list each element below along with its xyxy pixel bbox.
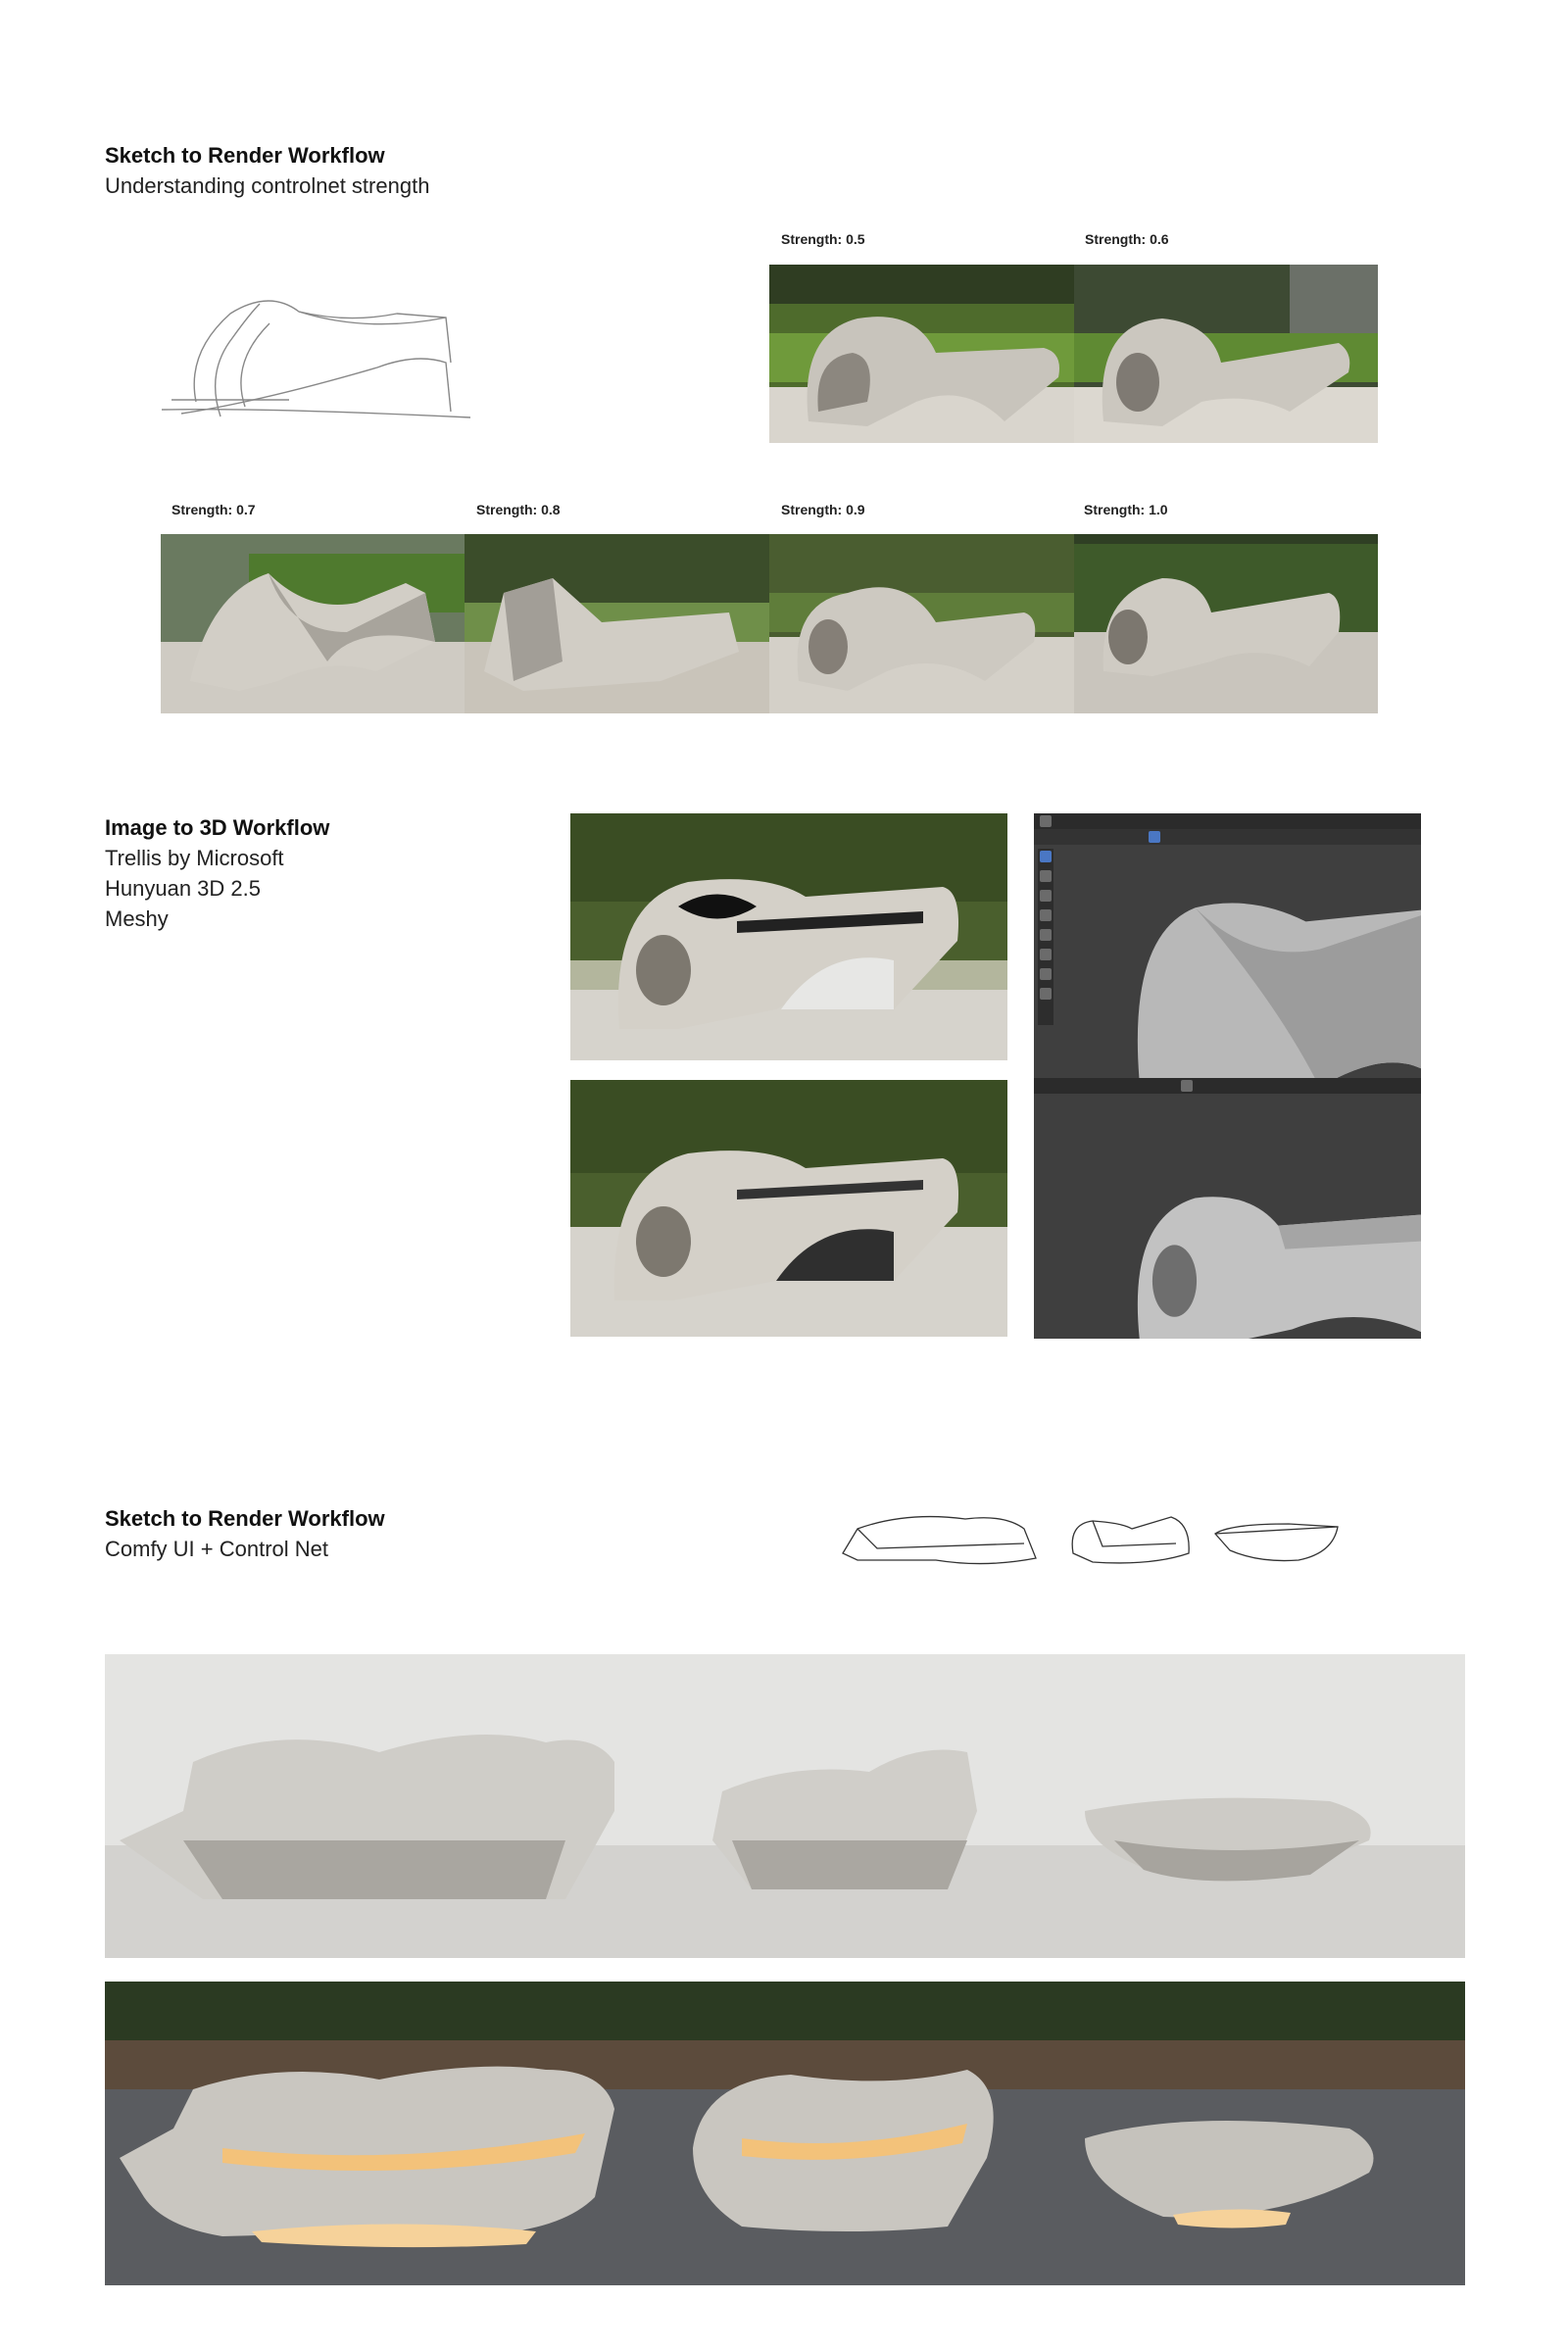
section-title: Sketch to Render Workflow <box>105 143 385 168</box>
viewport-toolbar <box>1034 829 1421 845</box>
input-render-top <box>570 813 1007 1060</box>
section-title: Image to 3D Workflow <box>105 815 330 840</box>
render-strength-07 <box>161 534 465 713</box>
section-subtitle: Comfy UI + Control Net <box>105 1537 329 1561</box>
editor-type-icon[interactable] <box>1040 815 1052 827</box>
render-strength-06 <box>1074 265 1378 443</box>
tool-shelf <box>1038 849 1054 1025</box>
caption-strength-05: Strength: 0.5 <box>781 231 865 247</box>
section-line: Meshy <box>105 906 169 931</box>
render-strength-10 <box>1074 534 1378 713</box>
render-strength-09 <box>769 534 1074 713</box>
bench-sketches <box>838 1499 1348 1578</box>
caption-strength-10: Strength: 1.0 <box>1084 502 1168 517</box>
section-line: Hunyuan 3D 2.5 <box>105 876 261 901</box>
caption-strength-06: Strength: 0.6 <box>1085 231 1169 247</box>
viewport-header-bar <box>1034 1078 1421 1094</box>
shading-solid-icon[interactable] <box>1149 831 1160 843</box>
mesh-preview-bottom <box>1112 1137 1421 1339</box>
section-subtitle: Understanding controlnet strength <box>105 173 430 198</box>
scale-tool-icon[interactable] <box>1040 929 1052 941</box>
move-tool-icon[interactable] <box>1040 890 1052 902</box>
measure-tool-icon[interactable] <box>1040 988 1052 1000</box>
blender-viewport-bottom <box>1034 1078 1421 1339</box>
section-comfy-header <box>105 1504 385 1564</box>
night-render <box>105 1982 1465 2285</box>
filter-icon[interactable] <box>1181 1080 1193 1092</box>
section-title: Sketch to Render Workflow <box>105 1506 385 1531</box>
select-tool-icon[interactable] <box>1040 851 1052 862</box>
mesh-preview-top <box>1112 872 1421 1078</box>
caption-strength-08: Strength: 0.8 <box>476 502 561 517</box>
render-strength-08 <box>465 534 769 713</box>
render-strength-05 <box>769 265 1074 443</box>
bench-sketch <box>152 284 475 431</box>
cursor-tool-icon[interactable] <box>1040 870 1052 882</box>
blender-viewport-top <box>1034 813 1421 1078</box>
section-image-to-3d-header <box>105 813 329 934</box>
rotate-tool-icon[interactable] <box>1040 909 1052 921</box>
annotate-tool-icon[interactable] <box>1040 968 1052 980</box>
studio-render <box>105 1654 1465 1958</box>
viewport-header-bar <box>1034 813 1421 829</box>
caption-strength-07: Strength: 0.7 <box>172 502 256 517</box>
input-render-bottom <box>570 1080 1007 1337</box>
section-line: Trellis by Microsoft <box>105 846 284 870</box>
caption-strength-09: Strength: 0.9 <box>781 502 865 517</box>
transform-tool-icon[interactable] <box>1040 949 1052 960</box>
section-controlnet-header <box>105 141 429 201</box>
